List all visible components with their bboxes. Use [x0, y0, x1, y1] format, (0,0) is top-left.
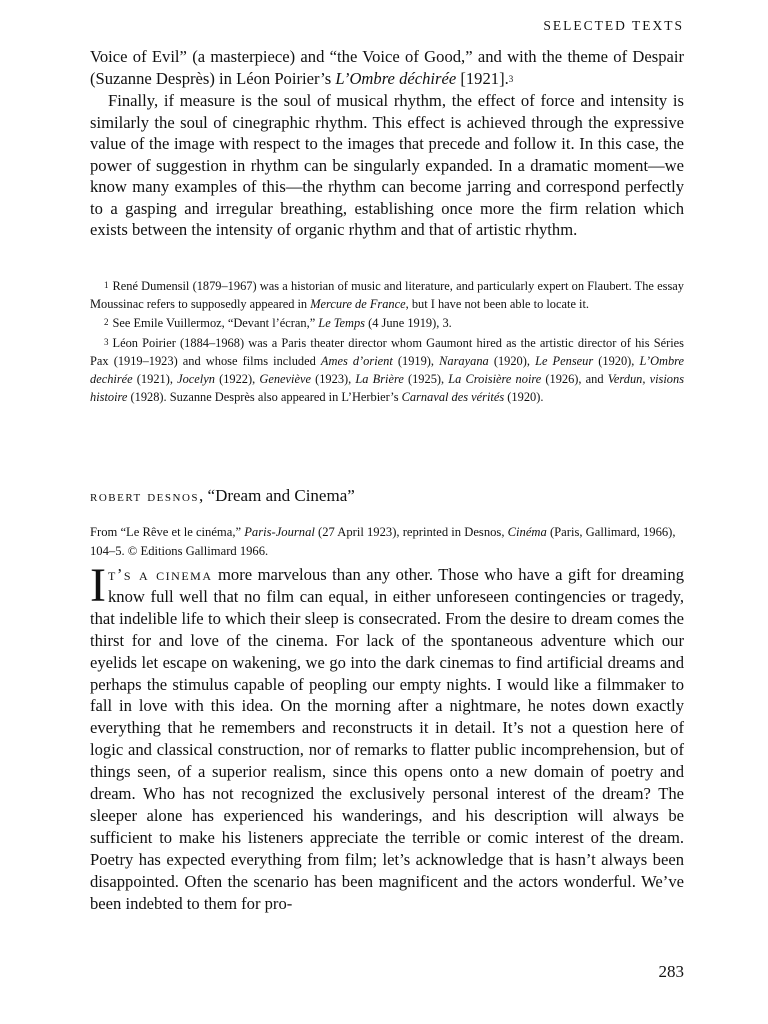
footnote-1: 1 René Dumensil (1879–1967) was a historian of music and literature, and particularly expert on Flaubert. The essay Moussinac refers to supposedly appeared in Mercure de France, but I have not been able to locate it. — [90, 279, 684, 312]
footnote-reference: 3 — [508, 73, 514, 84]
footnote-2: 2 See Emile Vuillermoz, “Devant l’écran,” Le Temps (4 June 1919), 3. — [104, 316, 452, 331]
section-author: robert desnos — [90, 488, 200, 505]
drop-cap: I — [90, 559, 106, 612]
paragraph-rhythm: Finally, if measure is the soul of musical rhythm, the effect of force and intensity is similarly the soul of cinegraphic rhythm. This effect is achieved through the expressive value of the image with respect to the images that precede and follow it. In this case, the power of suggestion in rhythm can be singularly expanded. In a dramatic moment—we know many examples of this—the rhythm can become jarring and correspond perfectly to a gasping and irregular breathing, establishing once more the firm relation which exists between the intensity of organic rhythm and that of artistic rhythm. — [90, 91, 684, 239]
running-head: SELECTED TEXTS — [543, 18, 684, 33]
essay-lead-words: t’s a cinema — [107, 565, 213, 584]
film-title: L’Ombre déchirée — [335, 68, 457, 88]
footnote-3: 3 Léon Poirier (1884–1968) was a Paris theater director whom Gaumont hired as the artistic director of his Séries Pax (1919–1923) and whose films included Ames d’orient (1919), Narayana (1920), Le Penseur (1920), L’Ombre dechirée (1921), Jocelyn (1922), Geneviève (1923), La Brière (1925), La Croisière noire (1926), and Verdun, visions histoire (1928). Suzanne Desprès also appeared in L’Herbier’s Carnaval des vérités (1920). — [90, 335, 685, 405]
section-heading — [90, 486, 355, 506]
footnotes — [90, 276, 684, 406]
paragraph-continued: Voice of Evil” (a masterpiece) and “the Voice of Good,” and with the theme of Despair (Suzanne Desprès) in Léon Poirier’s L’Ombre déchirée [1921].$^3$ — [90, 47, 684, 88]
source-note: From “Le Rêve et le cinéma,” Paris-Journal (27 April 1923), reprinted in Desnos, Cinéma (Paris, Gallimard, 1966), 104–5. © Editions Gallimard 1966. — [90, 525, 676, 558]
page-number: 283 — [658, 962, 684, 981]
continued-text — [90, 46, 684, 241]
essay-text: It’s a cinema more marvelous than any other. Those who have a gift for dreaming know full well that no film can equal, in either unforeseen contingencies or tragedy, that indelible life to which their sleep is consecrated. From the desire to dream comes the thirst for and love of the cinema. For lack of the spontaneous adventure which our eyelids let escape on wakening, we go into the dark cinemas to find artificial dreams and perhaps the stimulus capable of peopling our empty nights. I would like a filmmaker to fall in love with this idea. On the morning after a nightmare, he notes down exactly everything that he remembers and reconstructs it in detail. It’s not a question here of logic and classical construction, nor of remarks to flatter public incomprehension, but of things seen, of a superior realism, since this opens onto a new domain of poetry and dream. Who has not recognized the exclusively personal interest of the dream? The sleeper alone has experienced his wanderings, and his description will always be sufficient to make his listeners appreciate the terrible or comic interest of the dream. Poetry has expected everything from film; let’s acknowledge that is hasn’t always been disappointed. Often the scenario has been magnificent and the actors wonderful. We’ve been indebted to them for pro- — [90, 559, 684, 913]
section-title: , “Dream and Cinema” — [199, 486, 355, 505]
